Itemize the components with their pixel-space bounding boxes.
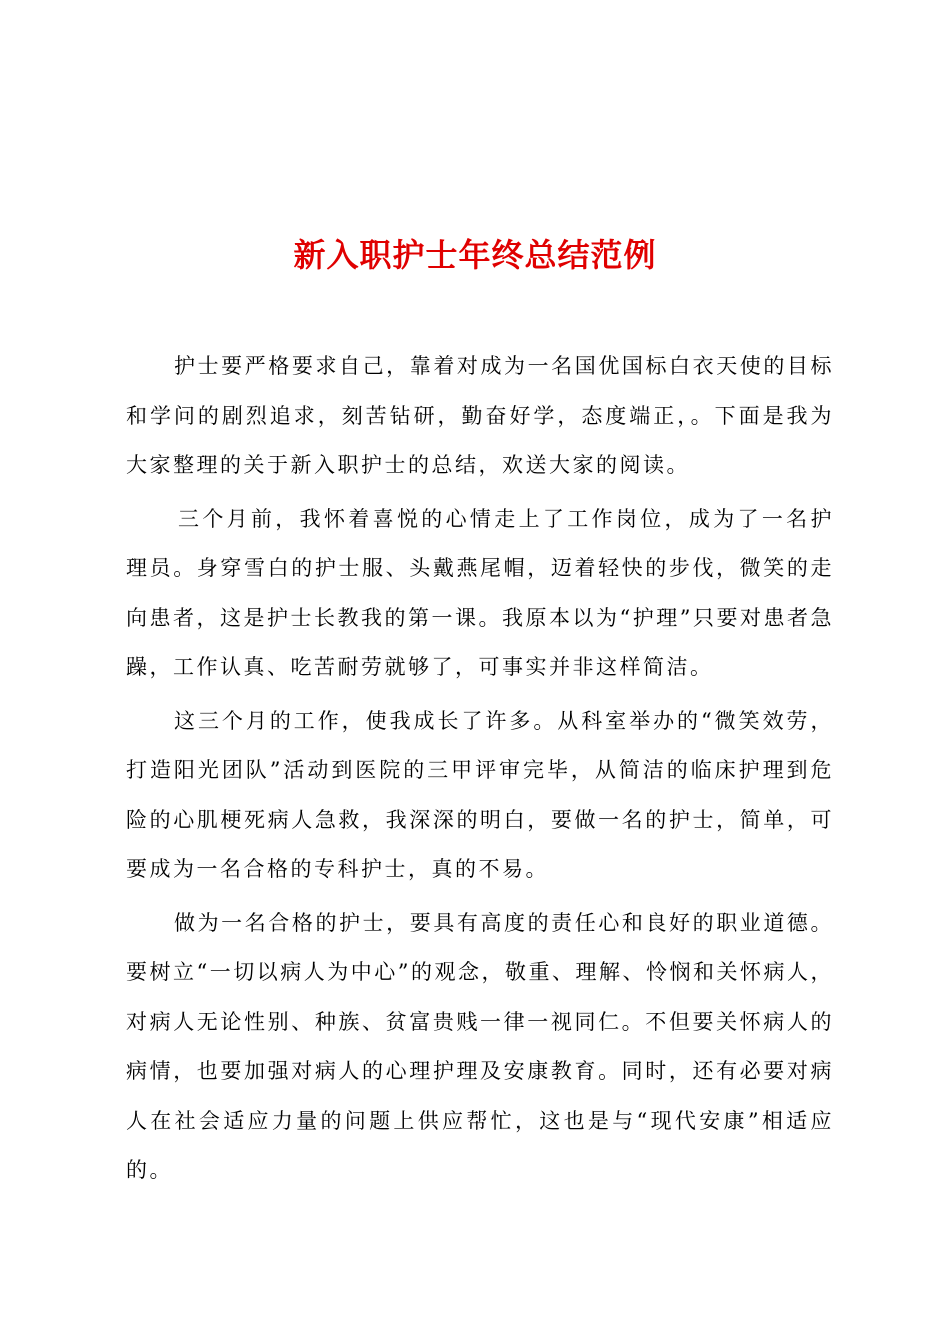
paragraph-qualified-nurse: 做为一名合格的护士，要具有高度的责任心和良好的职业道德。要树立“一切以病人为中心”的观念，敬重、理解、怜悯和关怀病人，对病人无论性别、种族、贫富贵贱一律一视同仁。不但要关怀病人的病情，也要加强对病人的心理护理及安康教育。同时，还有必要对病人在社会适应力量的问题上供应帮忙，这也是与“现代安康”相适应的。 bbox=[126, 910, 834, 1182]
document-title: 新入职护士年终总结范例 bbox=[293, 236, 657, 275]
paragraph-growth: 这三个月的工作，使我成长了许多。从科室举办的“微笑效劳，打造阳光团队”活动到医院的三甲评审完毕，从简洁的临床护理到危险的心肌梗死病人急救，我深深的明白，要做一名的护士，简单，可要成为一名合格的专科护士，真的不易。 bbox=[126, 708, 834, 881]
document-body bbox=[126, 342, 834, 1200]
paragraph-three-months-ago: 三个月前，我怀着喜悦的心情走上了工作岗位，成为了一名护理员。身穿雪白的护士服、头戴燕尾帽，迈着轻快的步伐，微笑的走向患者，这是护士长教我的第一课。我原本以为“护理”只要对患者急躁，工作认真、吃苦耐劳就够了，可事实并非这样简洁。 bbox=[126, 506, 834, 679]
paragraph-intro: 护士要严格要求自己，靠着对成为一名国优国标白衣天使的目标和学问的剧烈追求，刻苦钻研，勤奋好学，态度端正，。下面是我为大家整理的关于新入职护士的总结，欢送大家的阅读。 bbox=[126, 354, 834, 477]
